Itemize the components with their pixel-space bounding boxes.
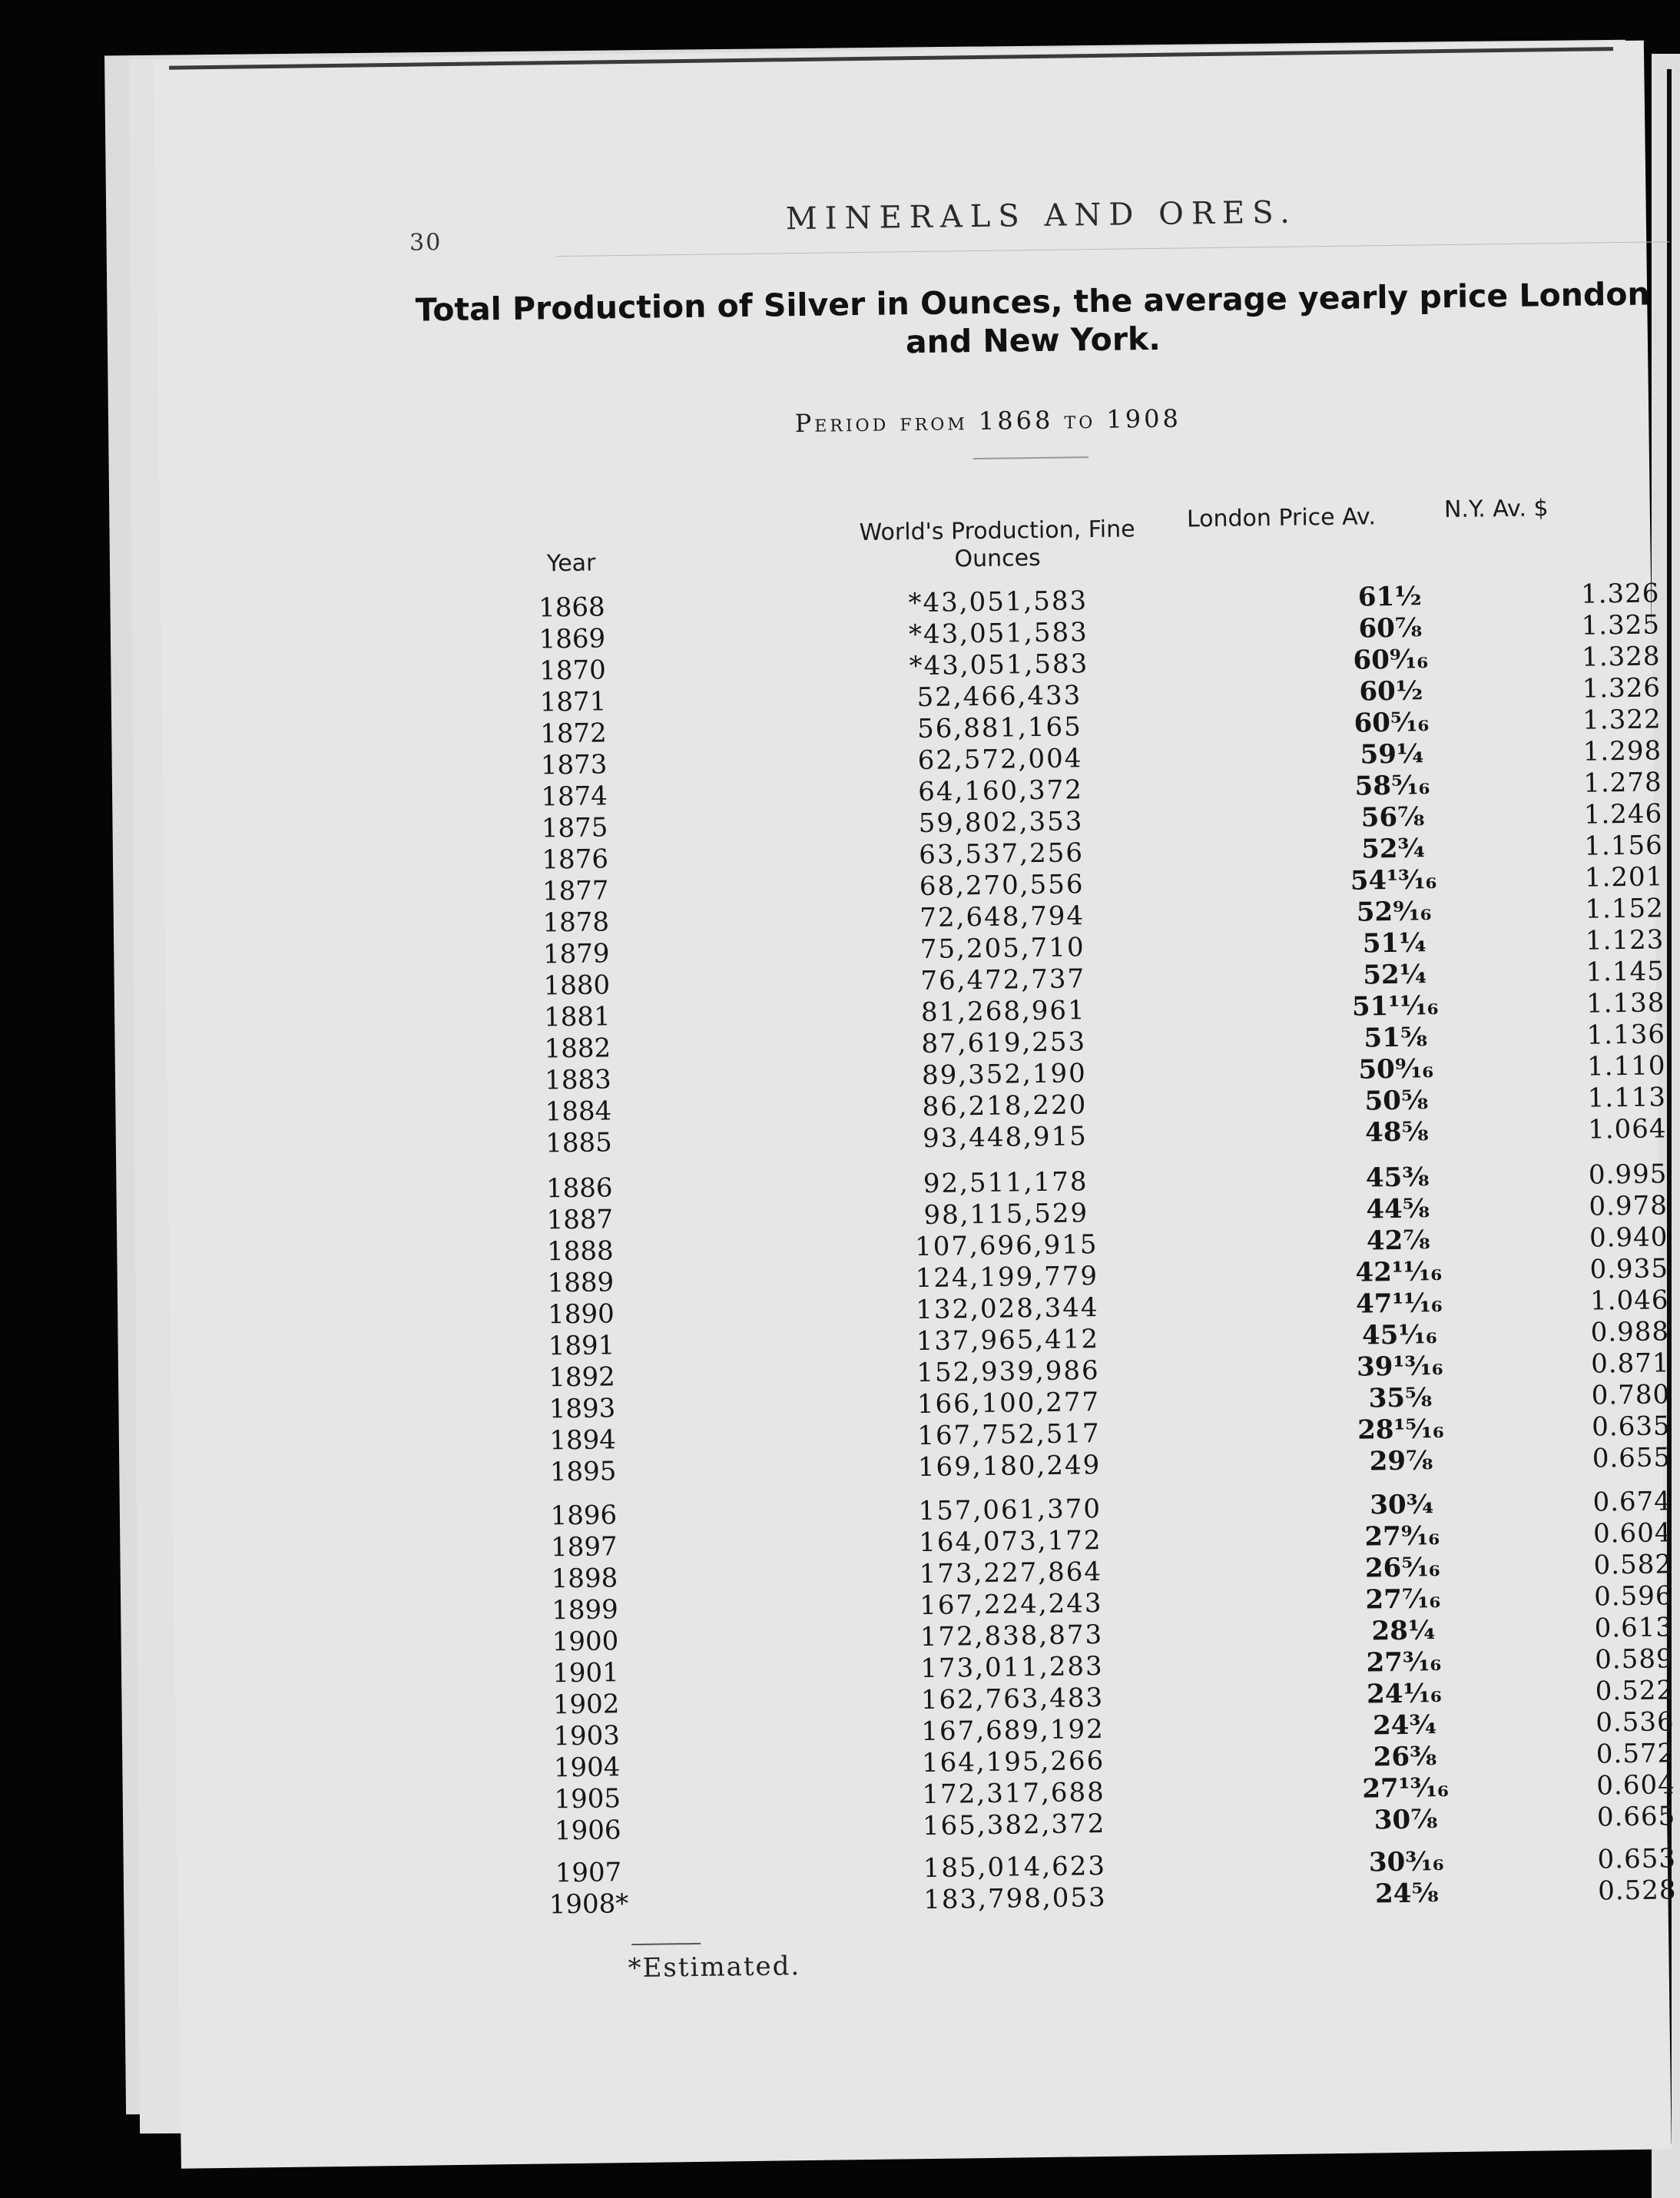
table-cell-production: 167,689,192 <box>921 1713 1105 1748</box>
table-cell-production: *43,051,583 <box>908 617 1089 651</box>
table-cell-london-price: 60⁹⁄₁₆ <box>1353 644 1429 676</box>
table-cell-production: 162,763,483 <box>920 1682 1105 1716</box>
table-cell-year: 1906 <box>554 1815 621 1847</box>
table-cell-year: 1893 <box>548 1393 616 1425</box>
table-cell-ny-price: 1.156 <box>1584 830 1663 862</box>
table-cell-ny-price: 0.995 <box>1588 1159 1668 1191</box>
column-header-ny: N.Y. Av. $ <box>1443 495 1549 524</box>
table-cell-london-price: 30¾ <box>1370 1489 1434 1521</box>
table-cell-year: 1872 <box>540 718 608 750</box>
footnote: *Estimated. <box>628 1951 801 1984</box>
table-cell-london-price: 52¾ <box>1360 833 1426 865</box>
table-cell-ny-price: 0.604 <box>1596 1769 1675 1802</box>
table-cell-year: 1907 <box>555 1857 622 1889</box>
table-cell-london-price: 29⅞ <box>1369 1445 1433 1477</box>
table-cell-production: 52,466,433 <box>916 680 1082 714</box>
header-rule <box>555 241 1669 257</box>
table-cell-london-price: 42⅞ <box>1366 1225 1430 1257</box>
table-cell-year: 1904 <box>553 1752 621 1784</box>
table-cell-london-price: 30⅞ <box>1373 1804 1438 1836</box>
table-cell-production: 152,939,986 <box>916 1355 1100 1389</box>
table-cell-ny-price: 1.328 <box>1581 641 1661 673</box>
table-cell-production: 72,648,794 <box>920 900 1085 934</box>
table-cell-production: 124,199,779 <box>915 1261 1099 1295</box>
table-cell-production: 92,511,178 <box>923 1166 1089 1200</box>
table-cell-year: 1903 <box>553 1720 621 1752</box>
table-cell-london-price: 28¼ <box>1371 1615 1436 1647</box>
table-cell-london-price: 56⅞ <box>1360 801 1425 834</box>
table-cell-production: 81,268,961 <box>920 995 1086 1029</box>
table-cell-production: 165,382,372 <box>922 1808 1106 1842</box>
table-cell-london-price: 51¹¹⁄₁₆ <box>1351 990 1439 1023</box>
table-cell-ny-price: 1.201 <box>1584 861 1664 893</box>
table-cell-ny-price: 1.046 <box>1589 1285 1669 1317</box>
table-cell-ny-price: 0.665 <box>1596 1801 1676 1833</box>
table-cell-london-price: 24⅝ <box>1374 1878 1439 1910</box>
table-cell-year: 1888 <box>546 1235 614 1268</box>
table-cell-ny-price: 1.113 <box>1587 1082 1667 1114</box>
table-cell-year: 1885 <box>545 1127 613 1159</box>
table-cell-production: 183,798,053 <box>923 1881 1107 1916</box>
table-cell-ny-price: 0.536 <box>1596 1706 1675 1739</box>
table-cell-london-price: 45⅜ <box>1365 1162 1430 1194</box>
table-cell-year: 1902 <box>552 1689 620 1721</box>
table-cell-production: *43,051,583 <box>909 648 1089 682</box>
table-cell-ny-price: 0.653 <box>1597 1843 1677 1875</box>
table-cell-production: 164,195,266 <box>921 1745 1105 1779</box>
table-cell-production: 167,752,517 <box>917 1418 1101 1452</box>
table-cell-ny-price: 0.655 <box>1592 1442 1672 1474</box>
table-cell-ny-price: 1.138 <box>1586 987 1665 1019</box>
column-header-london: London Price Av. <box>1186 503 1377 533</box>
table-cell-production: 98,115,529 <box>923 1198 1089 1232</box>
table-cell-ny-price: 0.940 <box>1589 1222 1668 1254</box>
footnote-rule <box>631 1943 701 1945</box>
table-cell-london-price: 58⁵⁄₁₆ <box>1354 770 1430 802</box>
table-cell-ny-price: 0.613 <box>1594 1612 1674 1644</box>
table-cell-production: 76,472,737 <box>920 963 1086 997</box>
document-page <box>154 41 1677 2169</box>
table-cell-london-price: 60⁵⁄₁₆ <box>1354 707 1430 739</box>
table-cell-london-price: 51¼ <box>1362 927 1427 960</box>
table-cell-london-price: 30³⁄₁₆ <box>1368 1846 1444 1878</box>
table-cell-year: 1870 <box>538 655 606 687</box>
table-cell-ny-price: 1.322 <box>1582 704 1662 736</box>
table-cell-london-price: 51⅝ <box>1364 1022 1428 1054</box>
table-cell-year: 1876 <box>542 844 609 876</box>
table-cell-ny-price: 1.136 <box>1586 1019 1666 1051</box>
table-cell-production: 75,205,710 <box>920 932 1085 966</box>
table-cell-production: 172,317,688 <box>922 1776 1106 1811</box>
table-cell-production: 62,572,004 <box>917 743 1083 777</box>
table-cell-production: 185,014,623 <box>923 1850 1107 1885</box>
table-title: Total Production of Silver in Ounces, the average yearly price London and New York. <box>415 275 1650 361</box>
table-cell-production: *43,051,583 <box>908 585 1089 619</box>
table-cell-year: 1896 <box>550 1500 618 1532</box>
table-cell-ny-price: 0.582 <box>1593 1549 1673 1581</box>
page-number: 30 <box>409 229 442 257</box>
table-cell-ny-price: 0.988 <box>1590 1316 1670 1348</box>
table-cell-year: 1887 <box>546 1204 614 1236</box>
table-cell-year: 1892 <box>548 1361 616 1394</box>
column-header-year: Year <box>546 549 596 578</box>
table-cell-production: 173,227,864 <box>919 1557 1103 1590</box>
period-subtitle: Period from 1868 to 1908 <box>794 403 1182 439</box>
table-cell-london-price: 61½ <box>1357 581 1422 613</box>
table-cell-production: 166,100,277 <box>916 1387 1101 1421</box>
table-cell-production: 157,061,370 <box>918 1494 1102 1527</box>
table-cell-production: 164,073,172 <box>918 1525 1102 1559</box>
table-cell-london-price: 26⁵⁄₁₆ <box>1364 1552 1440 1584</box>
table-cell-production: 172,838,873 <box>920 1619 1104 1653</box>
table-cell-london-price: 24¾ <box>1372 1709 1437 1742</box>
table-cell-year: 1897 <box>550 1531 618 1563</box>
table-cell-production: 107,696,915 <box>914 1229 1098 1263</box>
table-cell-ny-price: 1.326 <box>1582 672 1662 704</box>
table-cell-production: 137,965,412 <box>916 1324 1100 1358</box>
table-cell-year: 1869 <box>538 623 606 655</box>
table-cell-london-price: 50⅝ <box>1364 1085 1429 1117</box>
table-cell-year: 1891 <box>548 1330 615 1362</box>
table-cell-production: 89,352,190 <box>921 1058 1087 1092</box>
table-cell-london-price: 24¹⁄₁₆ <box>1366 1678 1443 1710</box>
table-cell-year: 1875 <box>541 812 608 844</box>
table-cell-london-price: 59¼ <box>1360 738 1424 771</box>
table-cell-london-price: 26⅜ <box>1373 1741 1437 1773</box>
table-cell-london-price: 27⁷⁄₁₆ <box>1365 1583 1441 1616</box>
table-cell-year: 1884 <box>545 1096 612 1128</box>
table-cell-year: 1890 <box>547 1298 615 1331</box>
table-cell-year: 1873 <box>540 749 608 781</box>
table-cell-year: 1882 <box>544 1033 611 1065</box>
table-cell-year: 1880 <box>543 970 611 1002</box>
table-cell-london-price: 42¹¹⁄₁₆ <box>1355 1256 1443 1288</box>
table-cell-ny-price: 0.674 <box>1592 1486 1672 1518</box>
table-cell-year: 1886 <box>545 1172 613 1205</box>
table-cell-production: 63,537,256 <box>919 837 1085 871</box>
table-cell-london-price: 35⅝ <box>1368 1382 1433 1414</box>
top-edge-rule <box>169 47 1613 70</box>
table-cell-london-price: 27¹³⁄₁₆ <box>1362 1772 1450 1805</box>
table-cell-year: 1894 <box>549 1424 617 1457</box>
table-cell-production: 64,160,372 <box>917 774 1084 808</box>
table-cell-production: 56,881,165 <box>916 711 1083 745</box>
table-cell-ny-price: 1.064 <box>1587 1113 1667 1145</box>
table-cell-ny-price: 1.325 <box>1581 609 1661 641</box>
table-cell-year: 1871 <box>539 686 607 718</box>
table-cell-year: 1877 <box>542 875 609 907</box>
table-cell-london-price: 60½ <box>1359 675 1423 708</box>
table-cell-london-price: 60⅞ <box>1358 612 1423 645</box>
table-cell-year: 1905 <box>554 1783 621 1815</box>
table-cell-london-price: 52⁹⁄₁₆ <box>1356 896 1432 928</box>
table-cell-ny-price: 1.246 <box>1583 798 1663 830</box>
table-cell-ny-price: 0.596 <box>1593 1580 1673 1613</box>
table-cell-production: 169,180,249 <box>917 1450 1102 1484</box>
table-cell-london-price: 27⁹⁄₁₆ <box>1364 1520 1440 1553</box>
table-cell-london-price: 54¹³⁄₁₆ <box>1350 864 1437 897</box>
table-cell-production: 173,011,283 <box>920 1650 1104 1685</box>
column-header-production: World's Production, Fine Ounces <box>859 516 1135 573</box>
table-cell-ny-price: 0.604 <box>1592 1517 1672 1550</box>
table-cell-london-price: 27³⁄₁₆ <box>1366 1646 1442 1679</box>
table-cell-london-price: 52¼ <box>1363 959 1427 991</box>
table-cell-production: 59,802,353 <box>918 806 1084 840</box>
table-cell-london-price: 50⁹⁄₁₆ <box>1358 1053 1434 1086</box>
table-cell-production: 86,218,220 <box>922 1089 1088 1123</box>
table-cell-ny-price: 1.152 <box>1585 893 1665 925</box>
table-cell-ny-price: 1.278 <box>1583 767 1662 799</box>
table-cell-year: 1878 <box>542 907 610 939</box>
table-cell-production: 87,619,253 <box>921 1026 1087 1060</box>
table-cell-year: 1879 <box>542 938 610 970</box>
table-cell-ny-price: 1.145 <box>1586 956 1665 988</box>
table-cell-london-price: 39¹³⁄₁₆ <box>1356 1351 1443 1383</box>
table-cell-ny-price: 0.978 <box>1589 1190 1668 1222</box>
table-cell-year: 1868 <box>538 592 605 624</box>
table-cell-year: 1883 <box>544 1064 611 1096</box>
table-cell-ny-price: 1.110 <box>1586 1050 1666 1082</box>
table-cell-production: 68,270,556 <box>919 869 1085 903</box>
subtitle-rule <box>973 456 1089 459</box>
table-cell-ny-price: 0.528 <box>1597 1875 1677 1907</box>
table-cell-year: 1908* <box>548 1888 629 1921</box>
table-cell-london-price: 47¹¹⁄₁₆ <box>1355 1288 1443 1320</box>
table-cell-ny-price: 0.572 <box>1596 1738 1675 1770</box>
table-cell-ny-price: 0.871 <box>1590 1348 1670 1380</box>
table-cell-year: 1898 <box>551 1563 618 1595</box>
running-head: MINERALS AND ORES. <box>785 194 1298 237</box>
table-cell-ny-price: 1.298 <box>1582 735 1662 767</box>
table-cell-london-price: 44⅝ <box>1366 1193 1430 1225</box>
table-cell-ny-price: 1.123 <box>1585 924 1665 956</box>
table-cell-ny-price: 0.589 <box>1594 1643 1674 1676</box>
table-cell-london-price: 45¹⁄₁₆ <box>1361 1319 1437 1351</box>
table-cell-ny-price: 0.780 <box>1591 1379 1671 1411</box>
table-cell-production: 167,224,243 <box>920 1588 1103 1622</box>
table-cell-year: 1901 <box>552 1657 620 1689</box>
table-cell-year: 1881 <box>543 1001 611 1033</box>
table-cell-ny-price: 0.935 <box>1589 1253 1669 1285</box>
table-cell-year: 1895 <box>549 1456 617 1488</box>
table-cell-ny-price: 0.635 <box>1592 1411 1671 1443</box>
table-cell-year: 1899 <box>551 1594 618 1626</box>
table-cell-production: 93,448,915 <box>922 1121 1089 1155</box>
table-cell-london-price: 48⅝ <box>1364 1116 1429 1149</box>
table-cell-year: 1900 <box>552 1626 619 1658</box>
table-cell-year: 1874 <box>541 781 608 813</box>
table-cell-ny-price: 0.522 <box>1595 1675 1675 1707</box>
table-cell-year: 1889 <box>547 1267 615 1299</box>
table-cell-london-price: 28¹⁵⁄₁₆ <box>1357 1414 1445 1446</box>
table-cell-production: 132,028,344 <box>915 1292 1099 1326</box>
table-cell-ny-price: 1.326 <box>1580 578 1660 610</box>
